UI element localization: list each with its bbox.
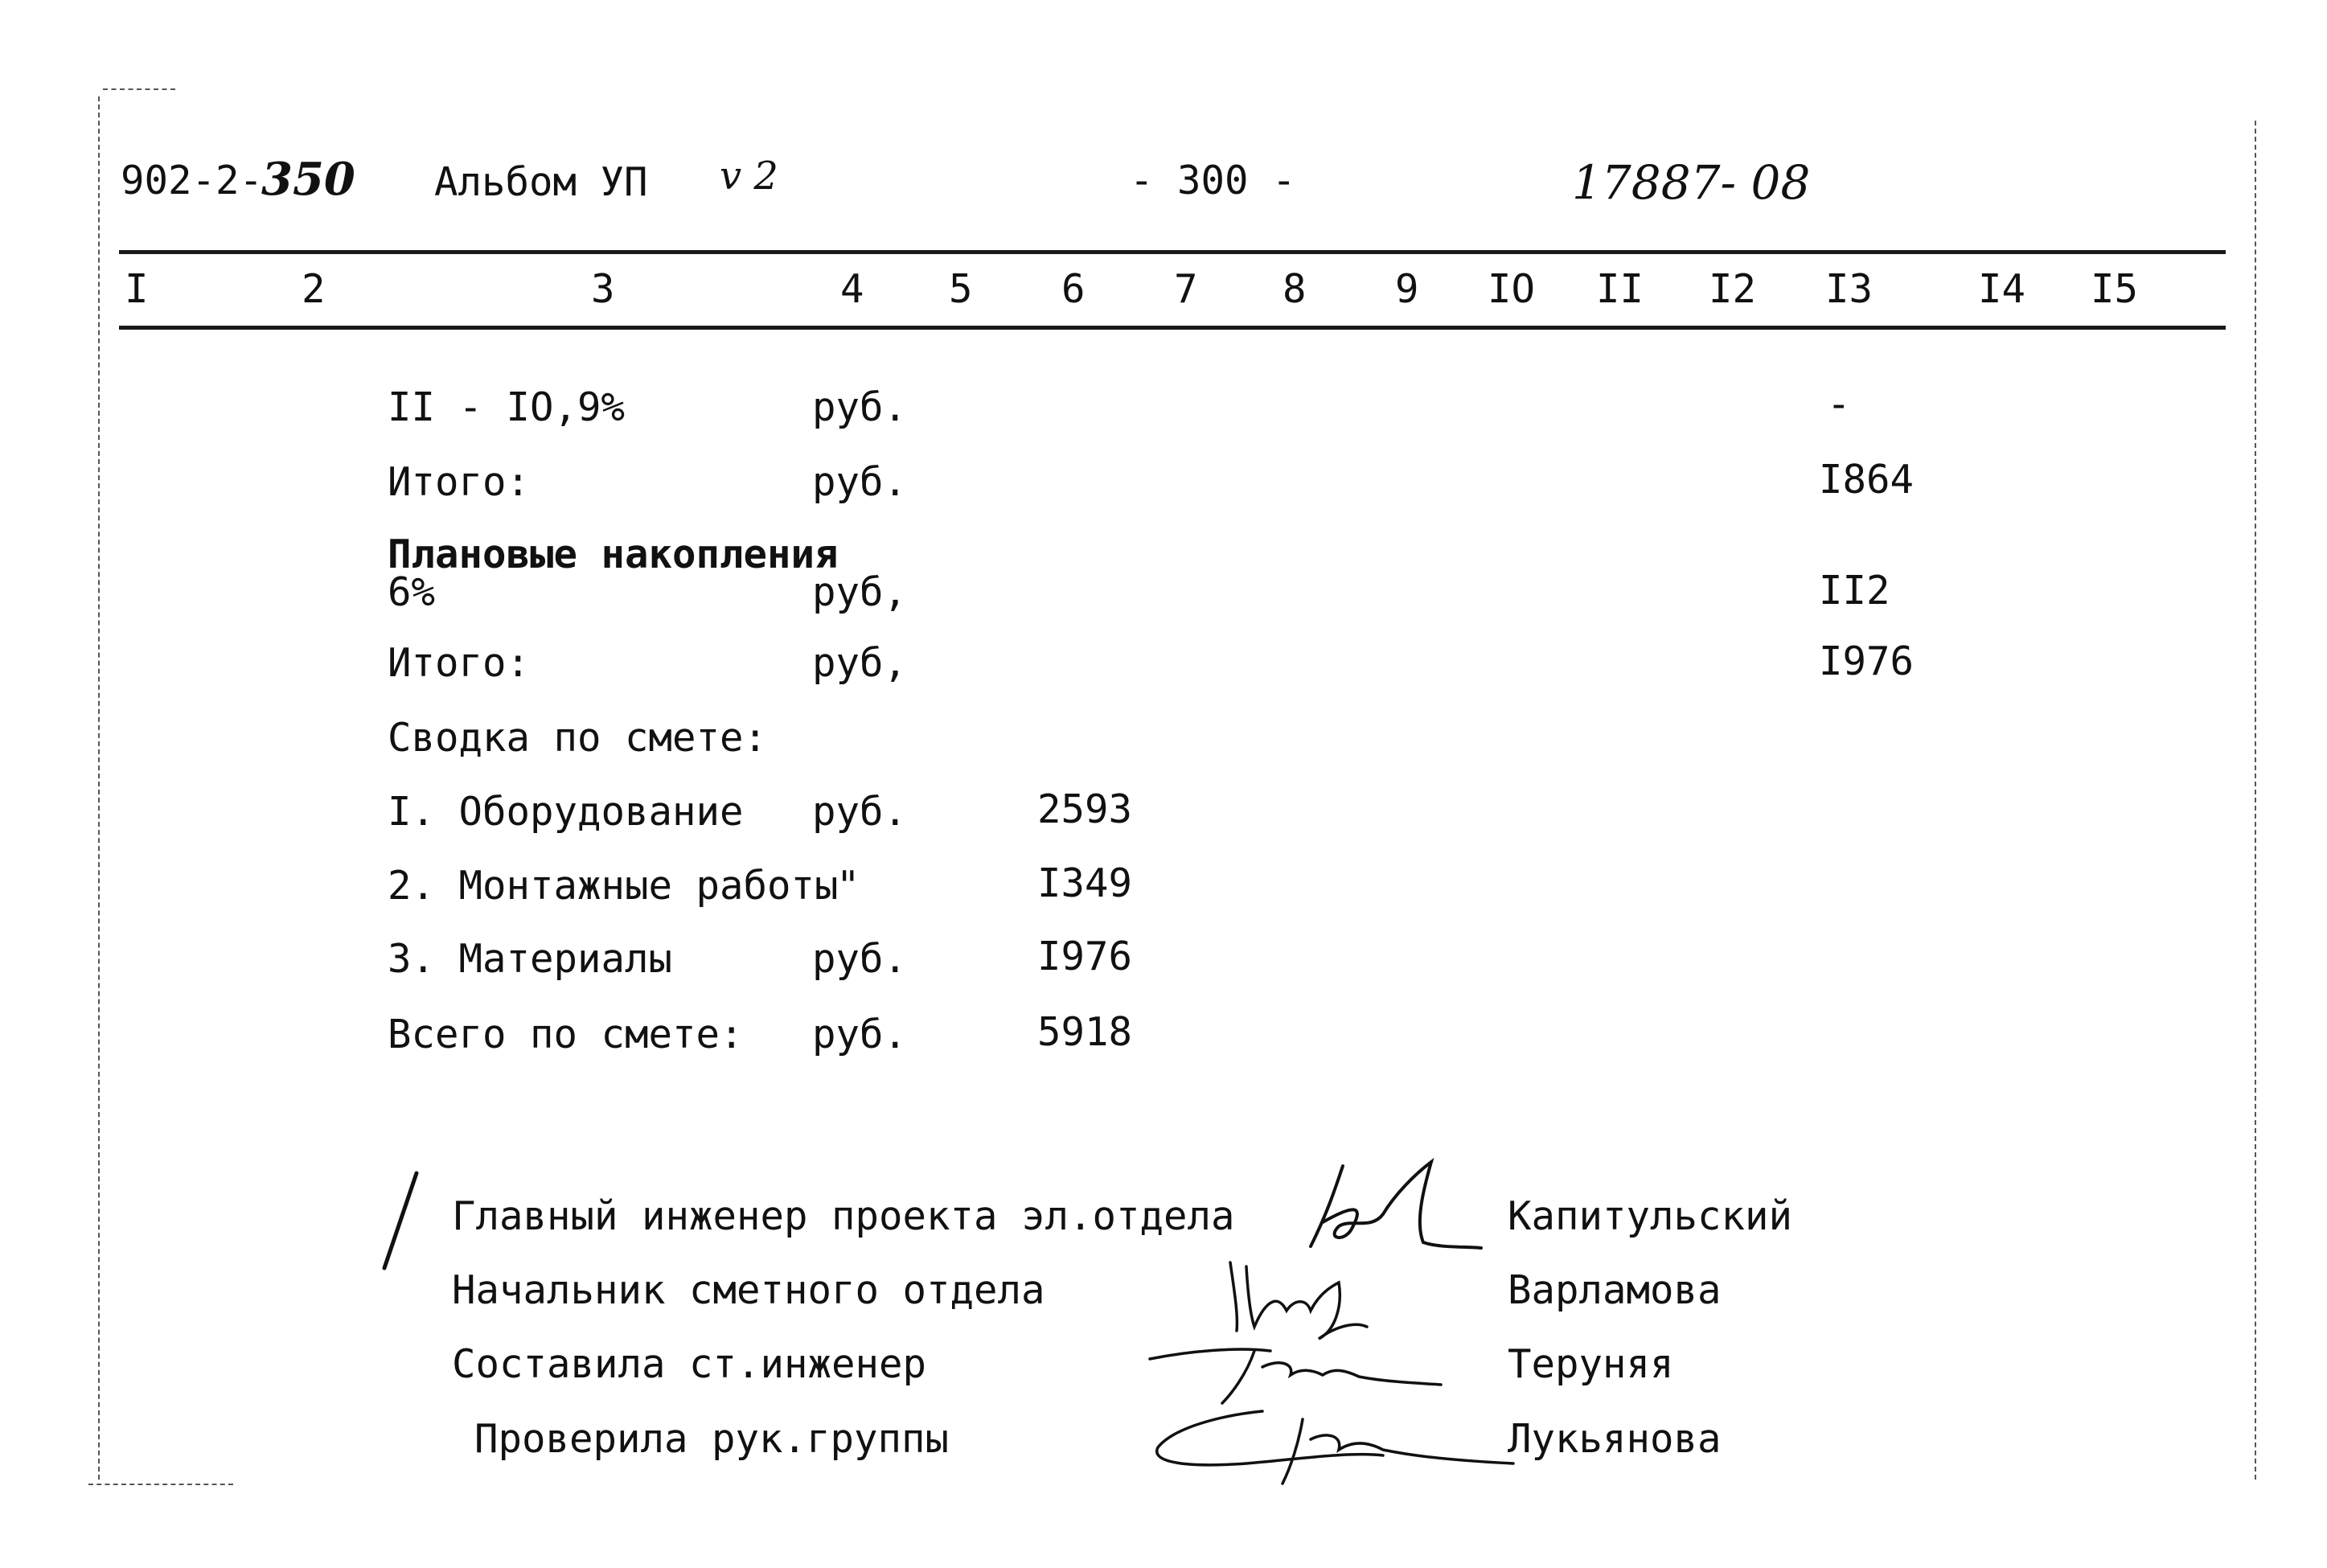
top-left-corner-mark bbox=[103, 88, 175, 90]
column-header-top-rule bbox=[119, 250, 2226, 254]
album-mark: v 2 bbox=[720, 154, 778, 199]
column-number: I4 bbox=[1978, 266, 2026, 312]
doc-code: 902-2- bbox=[121, 158, 264, 203]
row-name: I. Оборудование bbox=[388, 789, 744, 835]
row-unit: руб, bbox=[812, 569, 908, 615]
column-number: 4 bbox=[840, 266, 864, 312]
page-number: - 300 - bbox=[1130, 158, 1296, 203]
row-name: Всего по смете: bbox=[388, 1012, 744, 1057]
row-unit: руб. bbox=[812, 384, 908, 430]
column-number: I bbox=[125, 266, 149, 312]
signature-role: Главный инженер проекта эл.отдела bbox=[452, 1193, 1235, 1239]
column-number: I2 bbox=[1709, 266, 1757, 312]
row-value-col6: 5918 bbox=[1037, 1009, 1133, 1055]
row-value-col6: 2593 bbox=[1037, 786, 1133, 832]
row-value-col13: II2 bbox=[1819, 568, 1890, 614]
row-name-line1: Плановые накопления bbox=[388, 532, 839, 577]
row-value-col6: I349 bbox=[1037, 860, 1133, 906]
row-name: Итого: bbox=[388, 640, 531, 686]
column-number: IO bbox=[1488, 266, 1536, 312]
slash-mark bbox=[378, 1170, 426, 1275]
column-number: 5 bbox=[949, 266, 973, 312]
handwritten-signature bbox=[1142, 1395, 1520, 1492]
column-number: 7 bbox=[1174, 266, 1198, 312]
row-value-col13: I864 bbox=[1819, 457, 1915, 503]
column-number: I3 bbox=[1825, 266, 1874, 312]
row-unit: руб. bbox=[812, 789, 908, 835]
signature-role: Составила ст.инженер bbox=[452, 1341, 927, 1387]
row-value-col13: - bbox=[1827, 381, 1851, 427]
row-name: 3. Материалы bbox=[388, 936, 673, 982]
doc-code-handwritten: 350 bbox=[261, 153, 355, 206]
left-border-mark bbox=[98, 96, 100, 1480]
row-name: Сводка по смете: bbox=[388, 715, 768, 761]
signature-name: Лукьянова bbox=[1508, 1416, 1722, 1462]
signature-name: Капитульский bbox=[1508, 1193, 1793, 1239]
row-unit: руб. bbox=[812, 1012, 908, 1057]
column-number: 8 bbox=[1283, 266, 1307, 312]
row-name: 6% bbox=[388, 569, 436, 615]
column-number: 3 bbox=[591, 266, 615, 312]
signature-role: Проверила рук.группы bbox=[474, 1416, 950, 1462]
row-unit: руб, bbox=[812, 640, 908, 686]
column-header-bottom-rule bbox=[119, 326, 2226, 330]
row-unit: руб. bbox=[812, 459, 908, 505]
signature-name: Теруняя bbox=[1508, 1341, 1674, 1387]
row-value-col6: I976 bbox=[1037, 934, 1133, 979]
right-border-mark bbox=[2255, 121, 2256, 1480]
row-name: 2. Монтажные работы bbox=[388, 863, 839, 909]
signature-name: Варламова bbox=[1508, 1267, 1722, 1313]
handwritten-signature bbox=[1295, 1158, 1488, 1262]
signature-role: Начальник сметного отдела bbox=[452, 1267, 1045, 1313]
inventory-number: 17887- 08 bbox=[1572, 155, 1811, 210]
column-number: 6 bbox=[1061, 266, 1086, 312]
row-unit: " bbox=[836, 863, 860, 909]
row-name: II - IO,9% bbox=[388, 384, 626, 430]
column-number: 9 bbox=[1395, 266, 1419, 312]
album-label: Альбом УП bbox=[434, 159, 648, 205]
column-number: 2 bbox=[302, 266, 326, 312]
bottom-border-mark bbox=[88, 1484, 233, 1485]
row-unit: руб. bbox=[812, 936, 908, 982]
row-value-col13: I976 bbox=[1819, 638, 1915, 684]
row-name: Итого: bbox=[388, 459, 531, 505]
column-number: I5 bbox=[2091, 266, 2139, 312]
column-number: II bbox=[1596, 266, 1644, 312]
